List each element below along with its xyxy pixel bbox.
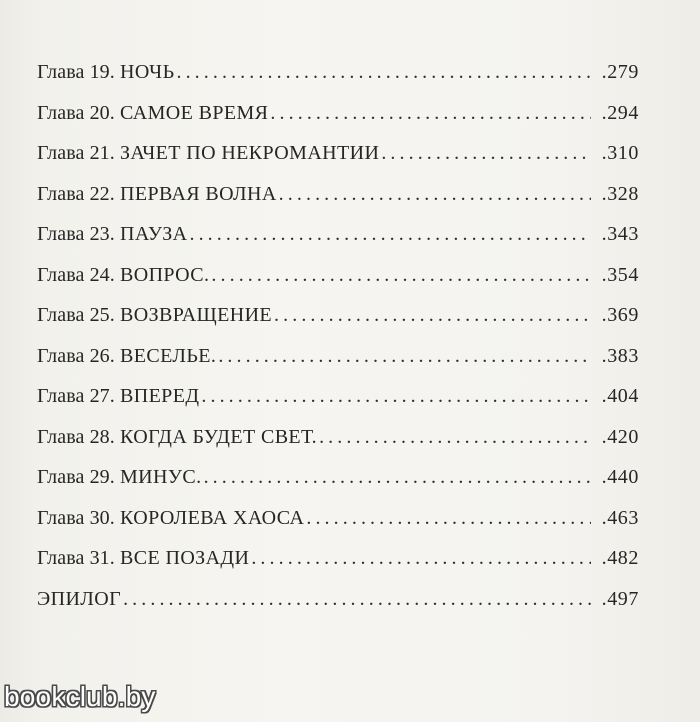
chapter-number: Глава 20. (37, 101, 115, 124)
page-number: .310 (601, 142, 639, 164)
chapter-number: Глава 31. (37, 547, 115, 569)
dot-leader (381, 139, 591, 167)
chapter-number: Глава 24. (37, 263, 115, 286)
chapter-title: КОГДА БУДЕТ СВЕТ. (119, 425, 318, 448)
toc-entry (37, 463, 639, 504)
toc-entry (37, 342, 639, 383)
toc-entry (37, 99, 639, 140)
page-number: .294 (601, 101, 639, 124)
chapter-title: ЭПИЛОГ (37, 587, 122, 610)
chapter-number: Глава 28. (37, 425, 115, 448)
dot-leader (189, 220, 591, 248)
dot-leader (279, 180, 591, 208)
chapter-number: Глава 26. (37, 344, 115, 367)
page-number: .383 (601, 344, 639, 367)
chapter-number: Глава 19. (37, 61, 115, 83)
page-number: .497 (601, 587, 639, 610)
dot-leader (211, 261, 591, 289)
page-number: .328 (601, 182, 639, 205)
toc-entry (37, 423, 639, 464)
dot-leader (270, 99, 591, 127)
chapter-title: ВПЕРЕД (119, 385, 200, 407)
chapter-number: Глава 29. (37, 466, 115, 488)
dot-leader (218, 342, 591, 370)
page-number: .482 (601, 547, 639, 569)
dot-leader (251, 544, 591, 572)
page-number: .354 (601, 263, 639, 286)
chapter-number: Глава 22. (37, 182, 115, 205)
chapter-title: ВОПРОС. (119, 263, 210, 286)
chapter-title: КОРОЛЕВА ХАОСА (119, 506, 305, 529)
toc-entry (37, 382, 639, 423)
chapter-title: ВОЗВРАЩЕНИЕ (119, 304, 273, 326)
page-number: .279 (601, 61, 639, 83)
chapter-title: ПЕРВАЯ ВОЛНА (119, 182, 277, 205)
toc-entry (37, 301, 639, 342)
toc-entry-epilogue (37, 585, 639, 626)
page-number: .440 (601, 466, 639, 488)
chapter-title: ЗАЧЕТ ПО НЕКРОМАНТИИ (119, 142, 380, 164)
dot-leader (123, 585, 591, 613)
page-number: .463 (601, 506, 639, 529)
toc-entry (37, 58, 639, 99)
chapter-number: Глава 27. (37, 385, 115, 407)
chapter-number: Глава 25. (37, 304, 115, 326)
chapter-title: НОЧЬ (119, 61, 175, 83)
dot-leader (201, 382, 591, 410)
chapter-title: МИНУС. (119, 466, 202, 488)
watermark-logo: bookclub.by (4, 681, 156, 712)
toc-entry (37, 504, 639, 545)
dot-leader (306, 504, 591, 532)
chapter-title: ПАУЗА (119, 223, 188, 245)
chapter-title: ВЕСЕЛЬЕ. (119, 344, 217, 367)
dot-leader (319, 423, 591, 451)
page-number: .343 (601, 223, 639, 245)
toc-entry (37, 180, 639, 221)
dot-leader (204, 463, 591, 491)
page-number: .369 (601, 304, 639, 326)
chapter-number: Глава 30. (37, 506, 115, 529)
toc-entry (37, 220, 639, 261)
chapter-title: ВСЕ ПОЗАДИ (119, 547, 250, 569)
toc-entry (37, 139, 639, 180)
toc-entry (37, 544, 639, 585)
chapter-number: Глава 23. (37, 223, 115, 245)
page-number: .404 (601, 385, 639, 407)
page-number: .420 (601, 425, 639, 448)
chapter-number: Глава 21. (37, 142, 115, 164)
toc-entry (37, 261, 639, 302)
dot-leader (274, 301, 591, 329)
dot-leader (176, 58, 591, 86)
table-of-contents (37, 58, 639, 625)
chapter-title: САМОЕ ВРЕМЯ (119, 101, 269, 124)
